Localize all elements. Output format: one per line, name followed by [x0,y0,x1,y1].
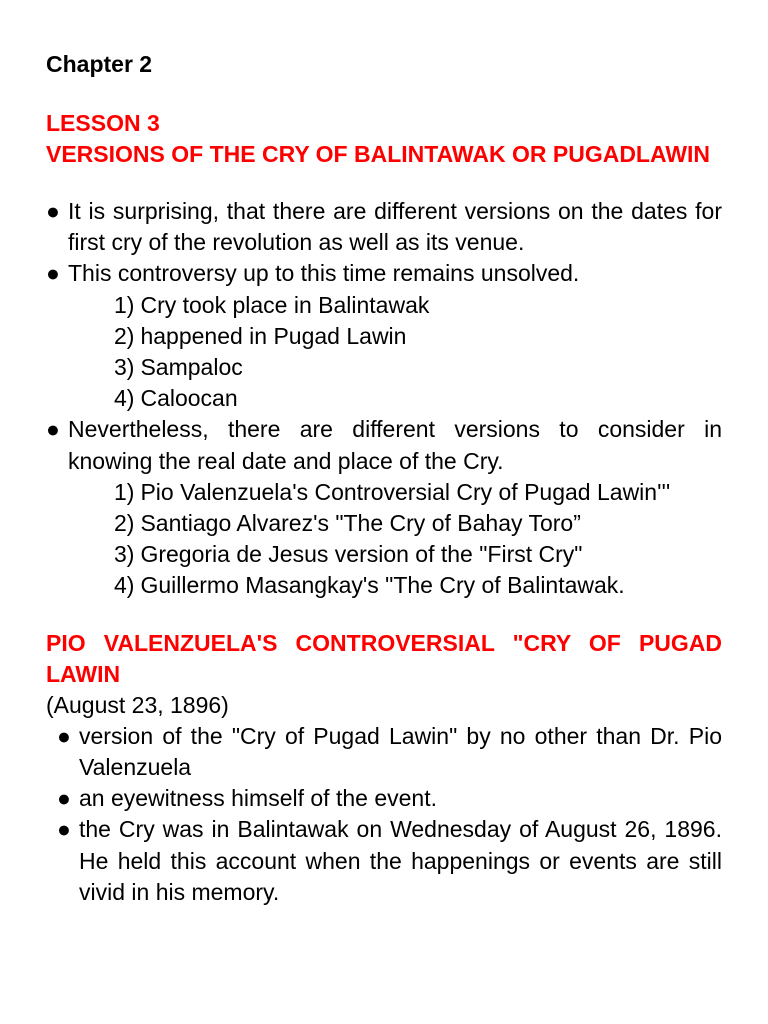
item-number: 3) [114,541,135,568]
item-text: Gregoria de Jesus version of the "First Cry" [140,541,583,568]
item-number: 1) [114,478,135,505]
section-title: PIO VALENZUELA'S CONTROVERSIAL "CRY OF PUGAD LAWIN [46,629,722,687]
item-number: 2) [114,510,135,537]
list-item [114,383,722,414]
intro-bullet-list [46,196,722,290]
item-text: Pio Valenzuela's Controversial Cry of Pugad Lawin''' [140,478,671,505]
nevertheless-bullet-list [46,414,722,476]
item-text: Santiago Alvarez's "The Cry of Bahay Toro” [140,510,581,537]
list-item [114,352,722,383]
item-text: happened in Pugad Lawin [140,322,407,349]
bullet-icon: ● [46,416,60,443]
bullet-icon: ● [57,785,71,812]
bullet-text: Nevertheless, there are different versions to consider in knowing the real date and place of the Cry. [68,416,722,474]
item-number: 3) [114,354,135,381]
bullet-icon: ● [46,260,60,287]
section-date: (August 23, 1896) [46,691,229,718]
item-number: 4) [114,385,135,412]
section-bullet-list [46,721,722,908]
bullet-text: This controversy up to this time remains unsolved. [68,260,580,287]
document-page [46,46,722,908]
list-item [114,570,722,601]
list-item [114,290,722,321]
versions-list [114,477,722,602]
chapter-heading: Chapter 2 [46,51,153,77]
lesson-number: LESSON 3 [46,110,160,136]
item-text: Cry took place in Balintawak [140,291,430,318]
item-text: Guillermo Masangkay's "The Cry of Balintawak. [140,572,625,599]
bullet-icon: ● [57,816,71,843]
list-item [57,783,722,814]
bullet-icon: ● [57,722,71,749]
bullet-text: the Cry was in Balintawak on Wednesday of August 26, 1896. He held this account when the happenings or events are still vivid in his memory. [79,816,722,905]
list-item [114,508,722,539]
item-number: 4) [114,572,135,599]
list-item [114,539,722,570]
lesson-title: VERSIONS OF THE CRY OF BALINTAWAK OR PUGADLAWIN [46,141,711,167]
bullet-text: version of the "Cry of Pugad Lawin" by no other than Dr. Pio Valenzuela [79,722,722,781]
list-item [46,196,722,258]
item-number: 1) [114,291,135,318]
list-item [114,477,722,508]
list-item [46,414,722,476]
item-text: Sampaloc [140,354,243,381]
list-item [114,321,722,352]
item-text: Caloocan [140,385,238,412]
item-number: 2) [114,322,135,349]
list-item [46,258,722,289]
list-item [57,814,722,908]
bullet-icon: ● [46,198,60,224]
places-list [114,290,722,415]
bullet-text: an eyewitness himself of the event. [79,785,437,812]
list-item [57,721,722,783]
bullet-text: It is surprising, that there are different versions on the dates for first cry of the revolution as well as its venue. [68,198,722,256]
